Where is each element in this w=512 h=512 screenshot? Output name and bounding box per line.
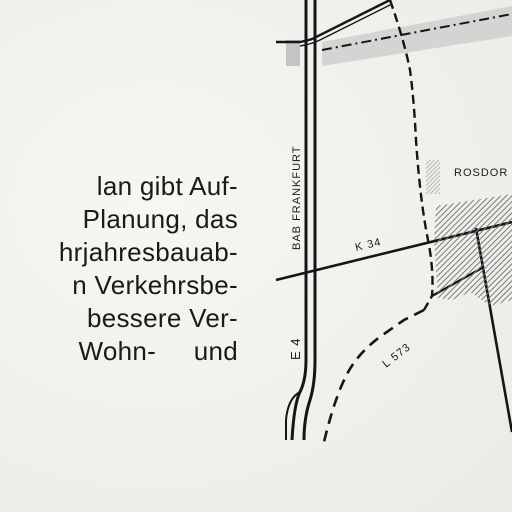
label-e4: E 4 — [288, 337, 303, 360]
text-line-5: bessere Ver- — [86, 303, 238, 333]
label-rosdorf: ROSDOR — [454, 167, 509, 179]
text-line-4: n Verkehrsbe- — [72, 270, 238, 300]
road-l573-dashed — [324, 310, 424, 442]
label-bab-frankfurt: BAB FRANKFURT — [291, 145, 303, 250]
text-line-1: lan gibt Auf- — [96, 171, 238, 201]
text-line-3: hrjahresbauab- — [58, 237, 238, 267]
label-k34: K 34 — [353, 236, 383, 254]
text-line-2: Planung, das — [82, 204, 238, 234]
settlement-hatch-main — [434, 194, 512, 306]
band-left-stub — [286, 40, 300, 66]
planned-corridor-band — [322, 6, 512, 66]
settlement-hatch-north — [426, 160, 440, 194]
text-line-6: Wohn- und — [78, 336, 238, 366]
label-l573: L 573 — [380, 341, 414, 371]
